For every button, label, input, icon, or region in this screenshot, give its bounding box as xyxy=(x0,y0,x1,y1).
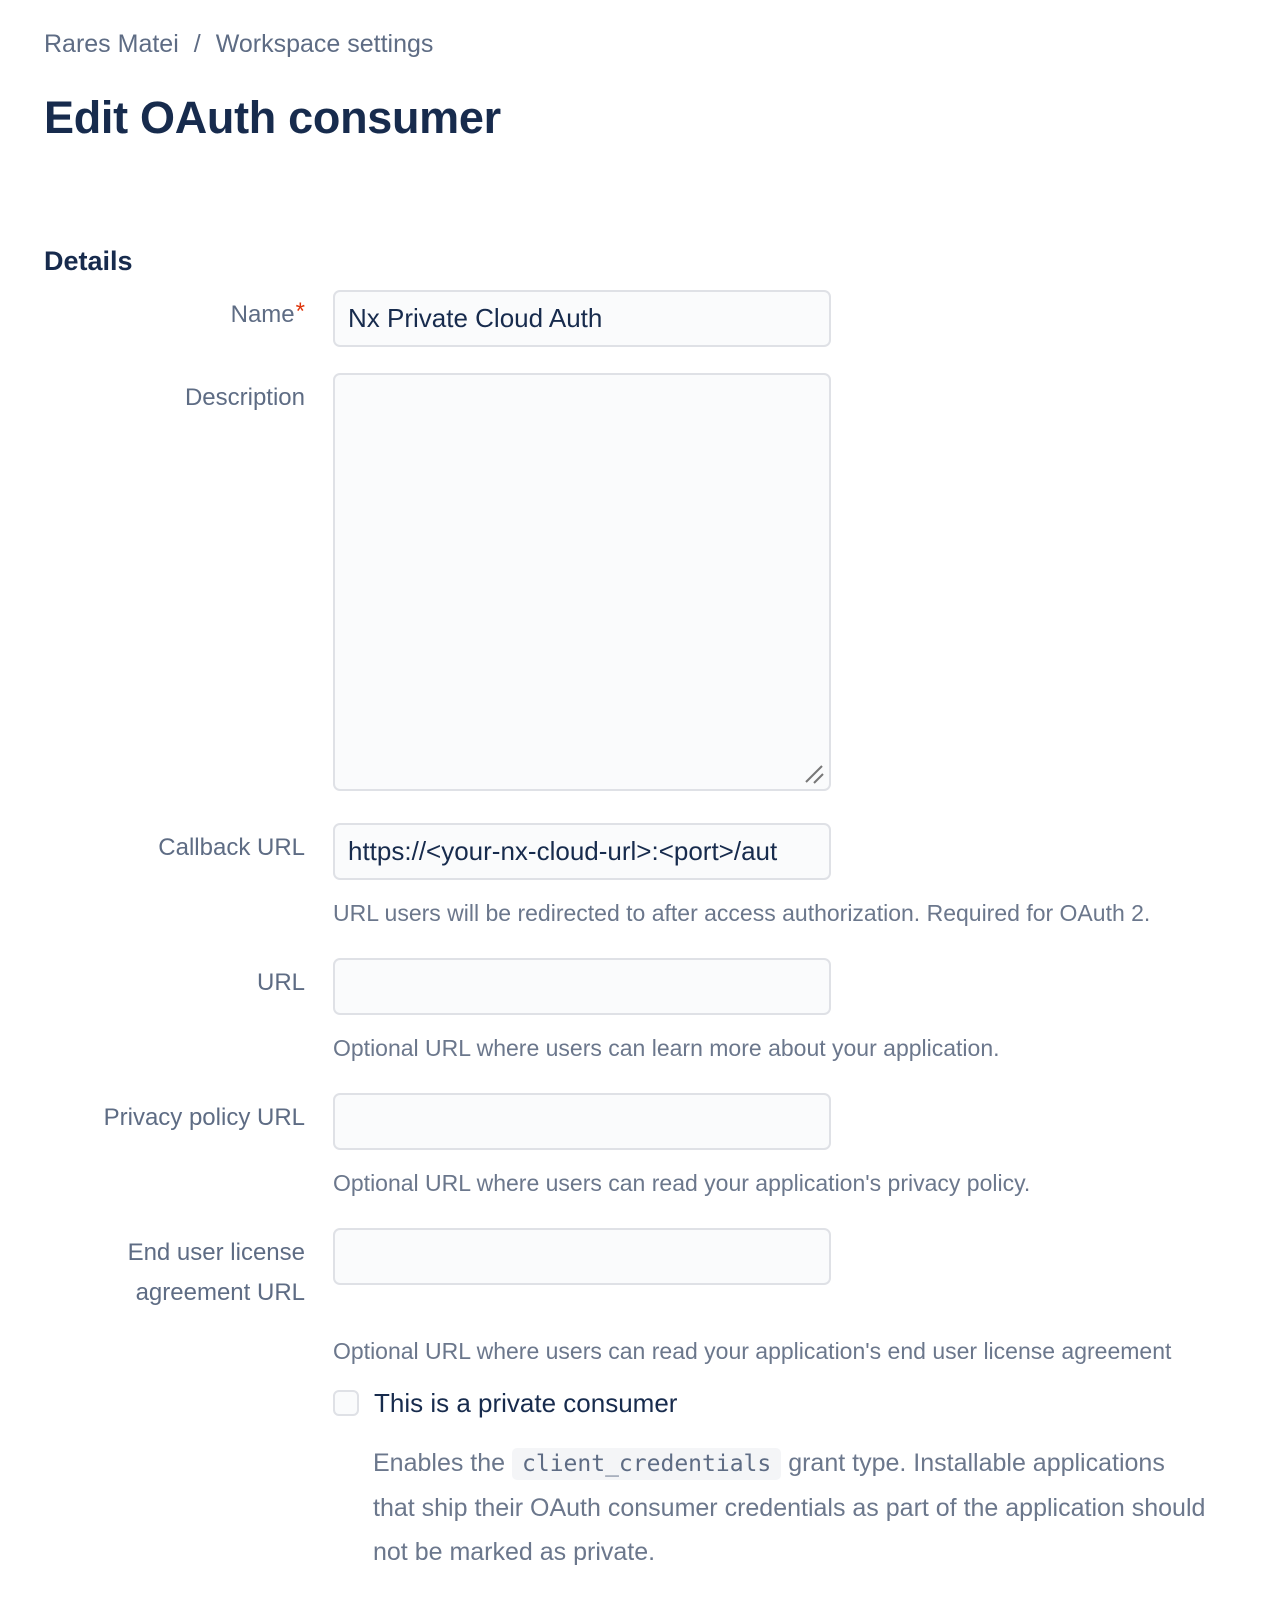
privacy-policy-url-field-row xyxy=(44,1093,1234,1150)
eula-url-field-row xyxy=(44,1228,1234,1313)
description-label: Description xyxy=(184,384,305,411)
breadcrumb xyxy=(44,30,433,58)
required-asterisk: * xyxy=(295,298,305,325)
page-title: Edit OAuth consumer xyxy=(44,92,501,143)
eula-url-help: Optional URL where users can read your application's end user license agreement xyxy=(333,1338,1172,1364)
name-field-row xyxy=(44,290,1234,347)
name-input[interactable] xyxy=(333,290,831,347)
callback-url-field-row xyxy=(44,823,1234,880)
callback-url-help: URL users will be redirected to after access authorization. Required for OAuth 2. xyxy=(333,900,1151,926)
callback-url-label: Callback URL xyxy=(158,834,305,861)
breadcrumb-separator: / xyxy=(193,30,201,58)
url-input[interactable] xyxy=(333,958,831,1015)
privacy-policy-url-help: Optional URL where users can read your application's privacy policy. xyxy=(333,1170,1031,1196)
private-consumer-checkbox-row[interactable] xyxy=(333,1387,1234,1419)
description-textarea[interactable] xyxy=(333,373,831,791)
privacy-policy-url-label: Privacy policy URL xyxy=(103,1104,305,1131)
private-consumer-help xyxy=(373,1441,1213,1574)
client-credentials-code-chip: client_credentials xyxy=(512,1448,781,1480)
name-label: Name* xyxy=(230,298,305,328)
private-consumer-help-prefix: Enables the xyxy=(373,1449,512,1477)
url-label: URL xyxy=(256,969,305,996)
private-consumer-checkbox[interactable] xyxy=(333,1390,359,1416)
details-section-heading: Details xyxy=(44,246,133,276)
private-consumer-label: This is a private consumer xyxy=(374,1388,678,1418)
oauth-consumer-form xyxy=(44,290,1234,1574)
url-help: Optional URL where users can learn more about your application. xyxy=(333,1035,1000,1061)
privacy-policy-url-input[interactable] xyxy=(333,1093,831,1150)
description-field-row xyxy=(44,373,1234,791)
eula-url-label: End user license agreement URL xyxy=(127,1239,305,1306)
eula-url-input[interactable] xyxy=(333,1228,831,1285)
breadcrumb-workspace-settings-link[interactable]: Workspace settings xyxy=(215,30,434,58)
description-textarea-wrap xyxy=(333,373,831,791)
private-consumer-help-suffix: grant type. Installable applications that ship their OAuth consumer credentials as part of the application should not be marked as private. xyxy=(373,1449,1206,1566)
breadcrumb-workspace-link[interactable]: Rares Matei xyxy=(44,30,179,58)
callback-url-input[interactable] xyxy=(333,823,831,880)
url-field-row xyxy=(44,958,1234,1015)
